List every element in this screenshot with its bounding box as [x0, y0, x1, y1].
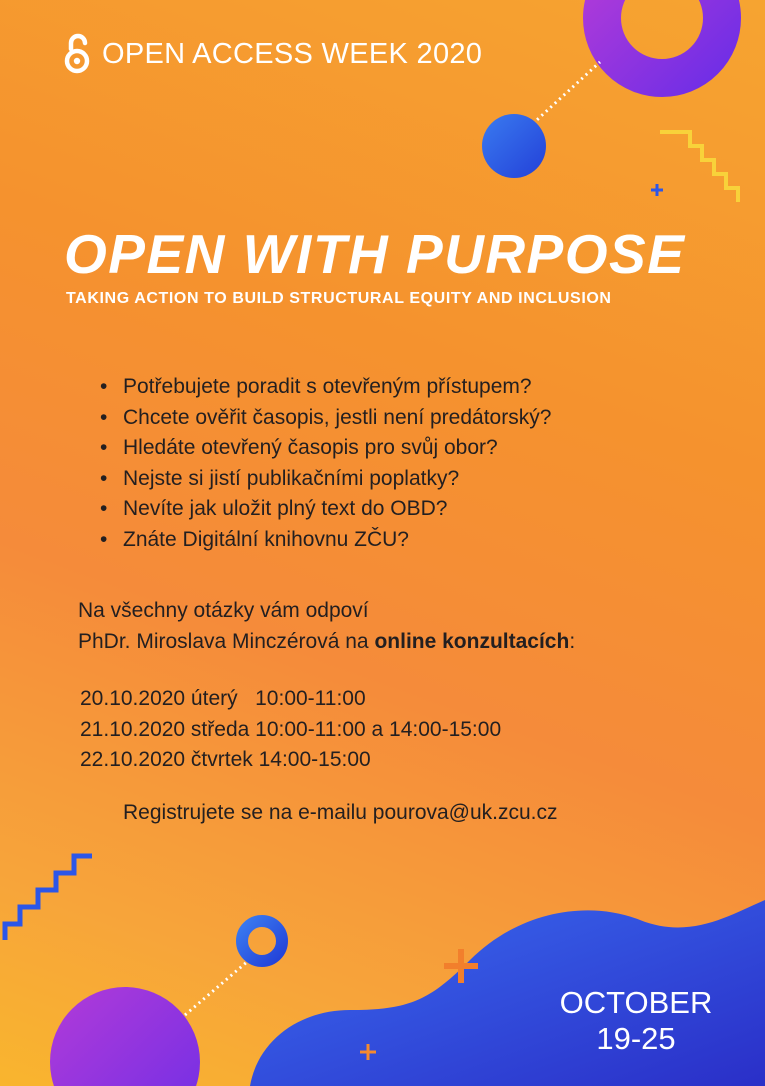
list-item — [100, 433, 551, 464]
online-consultations-label: online konzultacích — [374, 630, 570, 653]
bullet: • — [100, 466, 108, 490]
blue-plus-small — [651, 184, 663, 196]
question-text: Hledáte otevřený časopis pro svůj obor? — [123, 436, 498, 459]
bullet: • — [100, 436, 108, 459]
dotted-line-bottom — [185, 955, 255, 1015]
answer-paragraph — [78, 595, 575, 657]
header-title: OPEN ACCESS WEEK 2020 — [102, 37, 483, 70]
answer-line-2 — [78, 626, 575, 657]
blue-circle-shape — [482, 114, 546, 178]
consultant-name: PhDr. Miroslava Minczérová na — [78, 630, 375, 653]
list-item — [100, 464, 551, 495]
list-item — [100, 494, 551, 525]
open-access-lock-icon — [62, 32, 92, 76]
question-text: Nevíte jak uložit plný text do OBD? — [123, 497, 448, 520]
question-text: Potřebujete poradit s otevřeným přístupem? — [123, 375, 532, 398]
event-dates — [548, 985, 724, 1057]
event-day-range: 19-25 — [596, 1021, 676, 1056]
question-text: Znáte Digitální knihovnu ZČU? — [123, 527, 409, 551]
blue-ring-bottom — [242, 921, 282, 961]
yellow-zigzag-top — [660, 132, 738, 202]
purple-ring-shape — [602, 0, 722, 78]
purple-circle-bottom — [50, 987, 200, 1086]
list-item — [100, 403, 551, 434]
question-text: Chcete ověřit časopis, jestli není predátorský? — [123, 405, 552, 429]
schedule-row: 21.10.2020 středa 10:00-11:00 a 14:00-15:00 — [80, 717, 502, 741]
list-item — [100, 372, 551, 403]
schedule — [80, 684, 501, 776]
bullet: • — [100, 405, 108, 429]
blue-zigzag-left — [5, 856, 92, 940]
bullet: • — [100, 497, 108, 520]
registration-text: Registrujete se na e-mailu pourova@uk.zcu.cz — [123, 801, 558, 824]
main-title: OPEN WITH PURPOSE — [64, 223, 686, 285]
schedule-row: 22.10.2020 čtvrtek 14:00-15:00 — [80, 748, 371, 771]
subtitle: TAKING ACTION TO BUILD STRUCTURAL EQUITY AND INCLUSION — [66, 290, 612, 307]
questions-list — [100, 372, 551, 555]
bullet: • — [100, 375, 108, 398]
question-text: Nejste si jistí publikačními poplatky? — [123, 466, 460, 490]
schedule-row: 20.10.2020 úterý 10:00-11:00 — [80, 687, 366, 710]
list-item — [100, 525, 551, 556]
answer-line-2-suffix: : — [569, 630, 576, 653]
header — [62, 32, 482, 76]
answer-line-1: Na všechny otázky vám odpoví — [78, 599, 369, 622]
event-month: OCTOBER — [559, 985, 713, 1020]
bullet: • — [100, 527, 108, 551]
